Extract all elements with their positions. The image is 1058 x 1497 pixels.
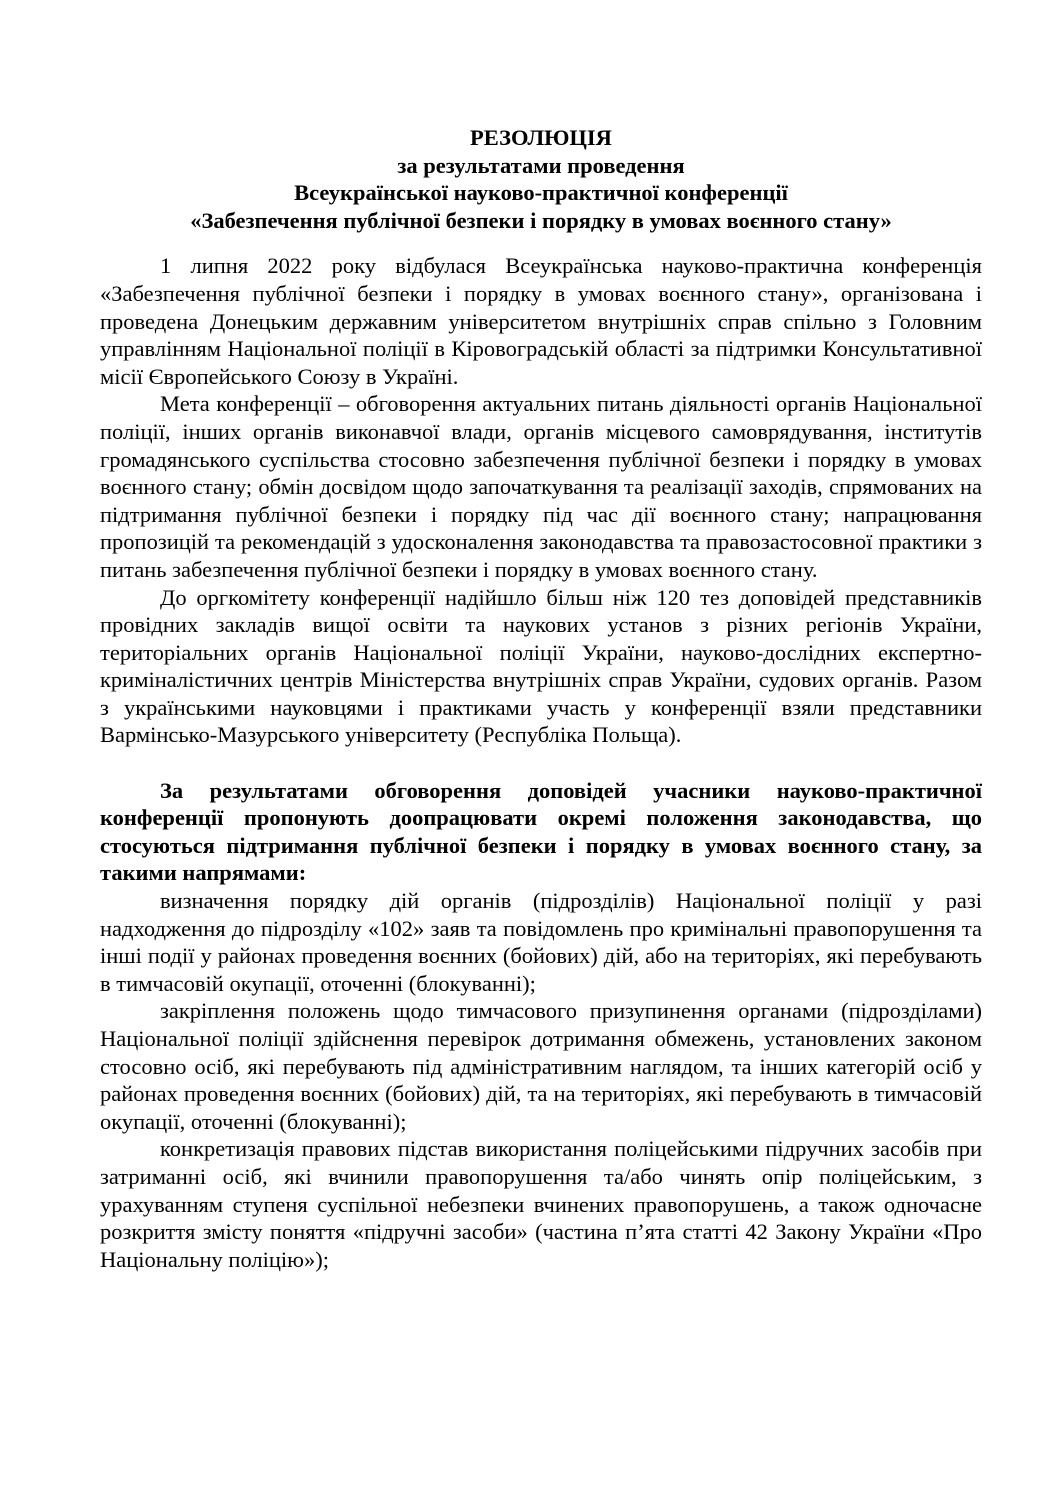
document-page	[100, 124, 982, 1273]
paragraph-participants: До оргкомітету конференції надійшло більш ніж 120 тез доповідей представників провідних закладів вищої освіти та наукових установ з різних регіонів України, територіальних органів Національної поліції України, науково-дослідних експертно-криміналістичних центрів Міністерства внутрішніх справ України, судових органів. Разом з українськими науковцями і практиками участь у конференції взяли представники Вармінсько-Мазурського університету (Республіка Польща).	[100, 584, 982, 748]
paragraph-conference-info: 1 липня 2022 року відбулася Всеукраїнська науково-практична конференція «Забезпечення публічної безпеки і порядку в умовах воєнного стану», організована і проведена Донецьким державним університетом внутрішніх справ спільно з Головним управлінням Національної поліції в Кіровоградській області за підтримки Консультативної місії Європейського Союзу в Україні.	[100, 253, 982, 389]
document-title	[100, 124, 982, 234]
paragraph-proposals-intro: За результатами обговорення доповідей учасники науково-практичної конференції пропонують доопрацювати окремі положення законодавства, що стосуються підтримання публічної безпеки і порядку в умовах воєнного стану, за такими напрямами:	[100, 777, 982, 886]
paragraph-conference-goal: Мета конференції – обговорення актуальних питань діяльності органів Національної поліції, інших органів виконавчої влади, органів місцевого самоврядування, інститутів громадянського суспільства стосовно забезпечення публічної безпеки і порядку в умовах воєнного стану; обмін досвідом щодо започаткування та реалізації заходів, спрямованих на підтримання публічної безпеки і порядку під час дії воєнного стану; напрацювання пропозицій та рекомендацій з удосконалення законодавства та правозастосовної практики з питань забезпечення публічної безпеки і порядку в умовах воєнного стану.	[100, 391, 982, 582]
paragraph-spacer	[100, 749, 982, 777]
title-line-3: Всеукраїнської науково-практичної конференції	[294, 180, 788, 206]
title-line-4: «Забезпечення публічної безпеки і порядку в умовах воєнного стану»	[190, 207, 892, 233]
title-line-1: РЕЗОЛЮЦІЯ	[470, 125, 612, 150]
proposal-item-supervision-checks: закріплення положень щодо тимчасового призупинення органами (підрозділами) Національної поліції здійснення перевірок дотримання обмежень, установлених законом стосовно осіб, які перебувають під адміністративним наглядом, та інших категорій осіб у районах проведення воєнних (бойових) дій, та на територіях, які перебувають в тимчасовій окупації, оточенні (блокуванні);	[100, 998, 982, 1134]
title-line-2: за результатами проведення	[397, 152, 685, 178]
proposal-item-102-procedure: визначення порядку дій органів (підрозділів) Національної поліції у разі надходження до підрозділу «102» заяв та повідомлень про кримінальні правопорушення та інші події у районах проведення воєнних (бойових) дій, або на територіях, які перебувають в тимчасовій окупації, оточенні (блокуванні);	[100, 888, 982, 996]
proposal-item-improvised-means: конкретизація правових підстав використання поліцейськими підручних засобів при затриманні осіб, які вчинили правопорушення та/або чинять опір поліцейським, з урахуванням ступеня суспільної небезпеки вчинених правопорушень, а також одночасне розкриття змісту поняття «підручні засоби» (частина п’ята статті 42 Закону України «Про Національну поліцію»);	[100, 1136, 982, 1272]
